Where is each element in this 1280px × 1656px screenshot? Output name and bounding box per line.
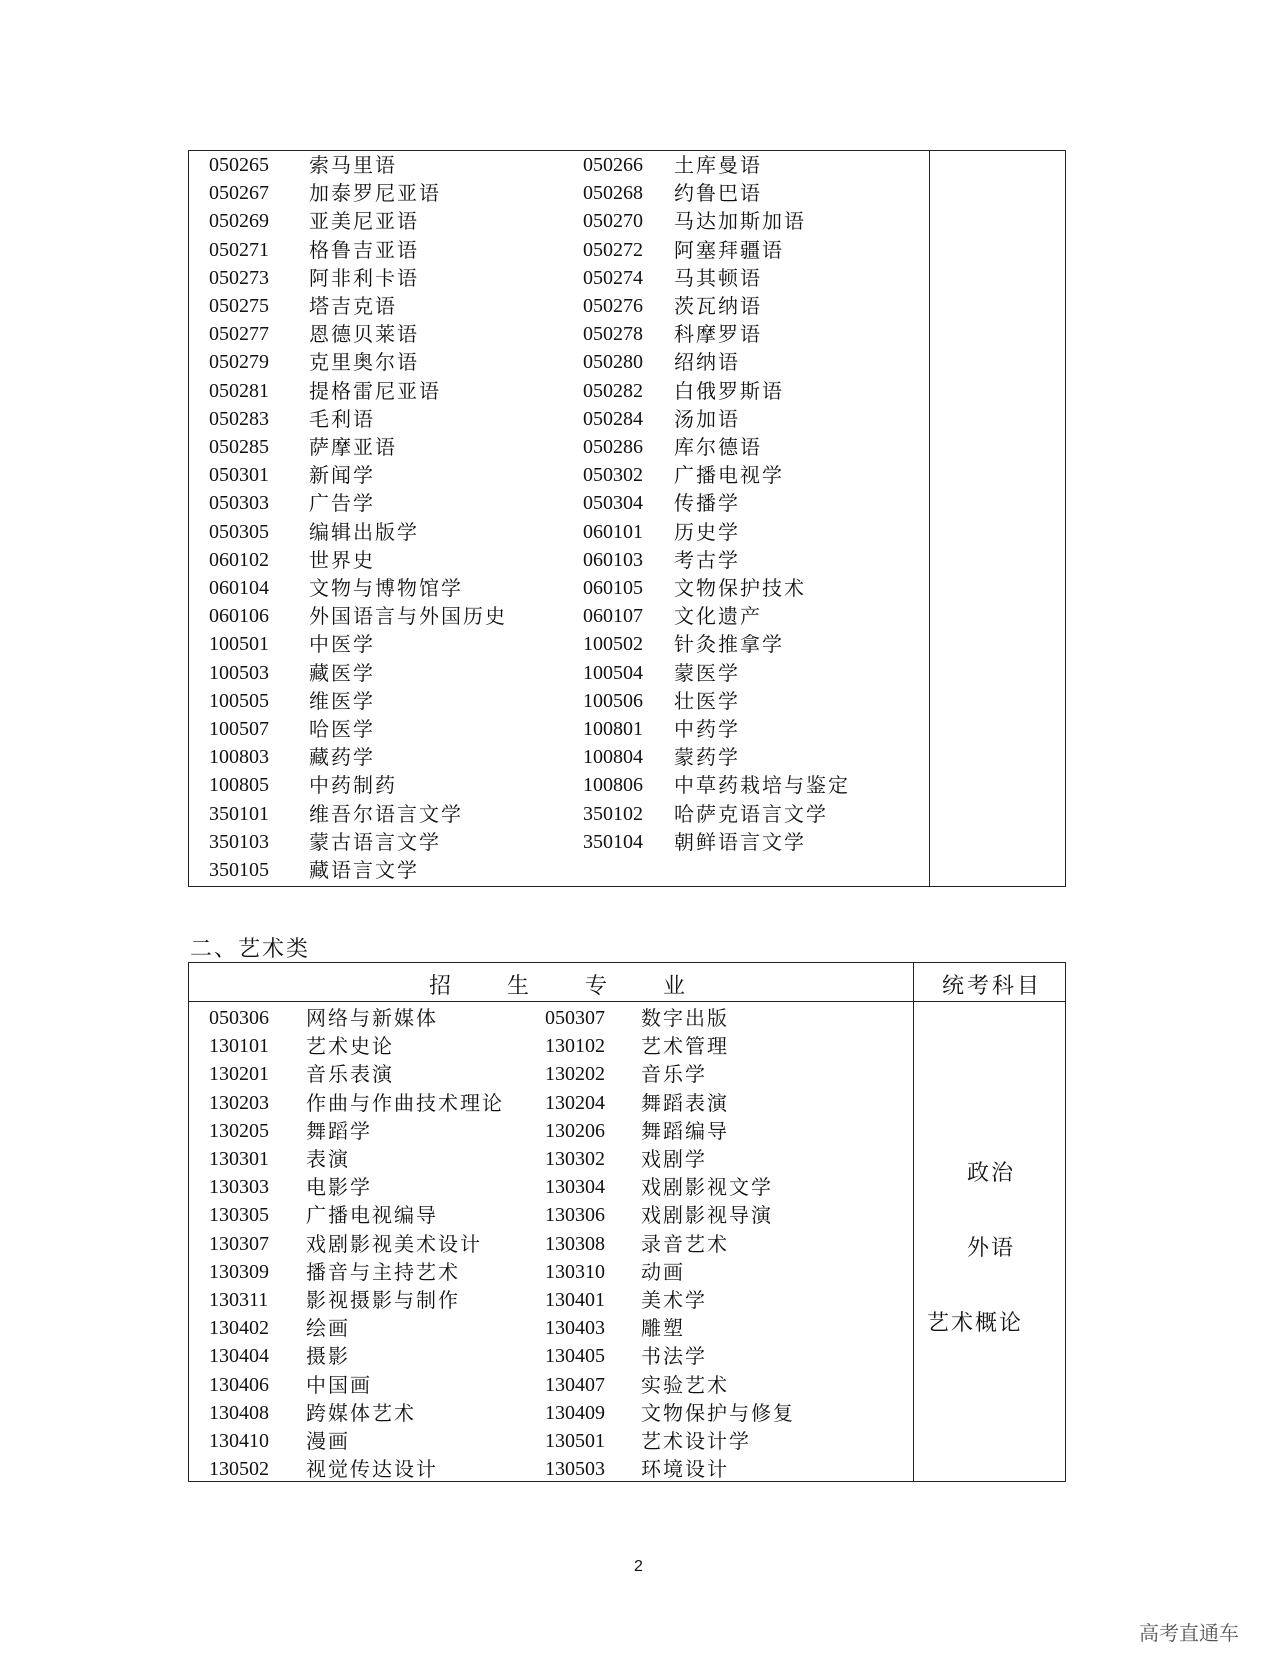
header-subjects: 统考科目 <box>942 974 1043 999</box>
table-row <box>189 1427 909 1455</box>
table-row <box>189 1201 909 1229</box>
major-code: 130305 <box>209 1204 269 1227</box>
major-name: 外国语言与外国历史 <box>309 604 507 629</box>
major-code: 130409 <box>545 1401 605 1424</box>
table-row <box>189 602 909 630</box>
major-name: 克里奥尔语 <box>309 350 419 375</box>
major-code: 130405 <box>545 1345 605 1368</box>
table-row <box>189 405 909 433</box>
major-code: 100804 <box>583 746 643 769</box>
major-code: 100507 <box>209 718 269 740</box>
major-name: 茨瓦纳语 <box>674 294 762 318</box>
subject-politics: 政治 <box>967 1161 1016 1186</box>
major-name: 视觉传达设计 <box>306 1457 438 1482</box>
major-name: 汤加语 <box>674 406 740 431</box>
major-code: 100501 <box>209 633 269 656</box>
table-row <box>189 1399 909 1427</box>
table-row <box>189 236 909 264</box>
major-name: 马达加斯加语 <box>674 209 806 234</box>
major-code: 130403 <box>545 1317 605 1340</box>
major-code: 130202 <box>545 1063 605 1086</box>
major-code: 100503 <box>209 661 269 684</box>
table-row <box>189 659 909 687</box>
section-title-art: 二、艺术类 <box>190 937 311 962</box>
major-code: 050273 <box>209 266 269 289</box>
major-name: 白俄罗斯语 <box>674 378 784 403</box>
table-row <box>189 1286 909 1314</box>
major-name: 舞蹈表演 <box>641 1090 729 1115</box>
header-majors-char-1: 招 <box>429 974 452 999</box>
major-code: 130102 <box>545 1035 605 1058</box>
major-name: 恩德贝莱语 <box>309 322 419 347</box>
major-code: 060106 <box>209 605 269 628</box>
table-row <box>189 292 909 320</box>
major-code: 060101 <box>583 520 643 543</box>
major-code: 050266 <box>583 154 643 176</box>
major-name: 萨摩亚语 <box>309 435 397 459</box>
major-name: 表演 <box>306 1147 350 1171</box>
table-row <box>189 771 909 799</box>
table-row <box>189 264 909 292</box>
header-majors-char-2: 生 <box>507 974 530 999</box>
major-name: 科摩罗语 <box>674 322 762 347</box>
major-code: 050303 <box>209 492 269 515</box>
major-code: 130310 <box>545 1260 605 1283</box>
major-code: 130401 <box>545 1289 605 1311</box>
major-code: 100506 <box>583 689 643 712</box>
major-code: 130309 <box>209 1260 269 1283</box>
major-code: 050269 <box>209 210 269 233</box>
major-code: 130302 <box>545 1148 605 1170</box>
major-name: 文物保护技术 <box>674 576 806 600</box>
major-code: 050265 <box>209 154 269 176</box>
header-divider <box>189 1001 1065 1002</box>
major-code: 130307 <box>209 1232 269 1255</box>
major-name: 库尔德语 <box>674 435 762 459</box>
major-code: 350101 <box>209 802 269 825</box>
major-name: 亚美尼亚语 <box>309 209 419 234</box>
major-code: 060107 <box>583 605 643 628</box>
table-row <box>189 630 909 658</box>
major-code: 130311 <box>209 1289 269 1311</box>
major-code: 350102 <box>583 802 643 825</box>
major-code: 130408 <box>209 1401 269 1424</box>
table-row <box>189 743 909 771</box>
major-name: 蒙医学 <box>674 660 740 685</box>
major-code: 130410 <box>209 1430 269 1452</box>
major-name: 加泰罗尼亚语 <box>309 181 441 206</box>
major-code: 050307 <box>545 1007 605 1029</box>
major-name: 舞蹈学 <box>306 1118 372 1143</box>
major-name: 音乐学 <box>641 1062 707 1087</box>
table-row <box>189 461 909 489</box>
major-name: 中草药栽培与鉴定 <box>674 773 850 798</box>
table-row <box>189 518 909 546</box>
subjects-column-divider <box>913 963 914 1481</box>
major-name: 中医学 <box>309 632 375 657</box>
major-name: 约鲁巴语 <box>674 181 762 206</box>
major-code: 050284 <box>583 407 643 430</box>
major-code: 130301 <box>209 1148 269 1170</box>
header-majors-char-3: 专 <box>585 974 608 999</box>
major-code: 130503 <box>545 1458 605 1481</box>
table-row <box>189 1117 909 1145</box>
major-name: 艺术设计学 <box>641 1429 751 1453</box>
subject-foreign-language: 外语 <box>967 1236 1016 1261</box>
major-name: 编辑出版学 <box>309 519 419 544</box>
major-name: 藏语言文学 <box>309 858 419 882</box>
major-code: 050280 <box>583 351 643 374</box>
table-row <box>189 433 909 461</box>
major-code: 130501 <box>545 1430 605 1452</box>
major-code: 050272 <box>583 238 643 261</box>
major-code: 130402 <box>209 1317 269 1340</box>
major-code: 060104 <box>209 577 269 599</box>
major-code: 060102 <box>209 548 269 571</box>
major-name: 书法学 <box>641 1344 707 1369</box>
major-name: 戏剧学 <box>641 1147 707 1171</box>
major-code: 130502 <box>209 1458 269 1481</box>
major-name: 影视摄影与制作 <box>306 1288 460 1312</box>
major-code: 050301 <box>209 464 269 487</box>
major-code: 050275 <box>209 295 269 317</box>
table-row <box>189 1145 909 1173</box>
table-row <box>189 1258 909 1286</box>
major-code: 350104 <box>583 830 643 853</box>
major-name: 广播电视学 <box>674 463 784 488</box>
major-name: 戏剧影视导演 <box>641 1203 773 1228</box>
major-name: 数字出版 <box>641 1006 729 1030</box>
major-code: 050305 <box>209 520 269 543</box>
major-name: 阿塞拜疆语 <box>674 237 784 262</box>
major-code: 130308 <box>545 1232 605 1255</box>
header-majors-char-4: 业 <box>663 974 686 999</box>
table-row <box>189 828 909 856</box>
major-name: 毛利语 <box>309 406 375 431</box>
major-name: 文物与博物馆学 <box>309 576 463 600</box>
table-row <box>189 348 909 376</box>
major-code: 050304 <box>583 492 643 515</box>
major-name: 播音与主持艺术 <box>306 1259 460 1284</box>
table-row <box>189 1089 909 1117</box>
major-name: 戏剧影视美术设计 <box>306 1231 482 1256</box>
major-name: 维吾尔语言文学 <box>309 801 463 826</box>
major-name: 电影学 <box>306 1175 372 1200</box>
table-row <box>189 320 909 348</box>
major-code: 050285 <box>209 436 269 458</box>
table-row <box>189 800 909 828</box>
major-name: 动画 <box>641 1259 685 1284</box>
major-name: 世界史 <box>309 547 375 572</box>
major-name: 绍纳语 <box>674 350 740 375</box>
major-name: 维医学 <box>309 688 375 713</box>
major-name: 朝鲜语言文学 <box>674 829 806 854</box>
major-code: 130203 <box>209 1091 269 1114</box>
major-code: 050267 <box>209 182 269 205</box>
major-name: 阿非利卡语 <box>309 265 419 290</box>
major-code: 130201 <box>209 1063 269 1086</box>
major-name: 提格雷尼亚语 <box>309 378 441 403</box>
major-name: 哈萨克语言文学 <box>674 801 828 826</box>
major-name: 作曲与作曲技术理论 <box>306 1090 504 1115</box>
major-code: 130206 <box>545 1119 605 1142</box>
major-name: 考古学 <box>674 547 740 572</box>
major-name: 实验艺术 <box>641 1372 729 1397</box>
major-name: 中药制药 <box>309 773 397 798</box>
table-row <box>189 715 909 743</box>
major-name: 音乐表演 <box>306 1062 394 1087</box>
major-code: 100801 <box>583 718 643 740</box>
table-row <box>189 1032 909 1060</box>
majors-table-continued <box>188 150 1066 887</box>
major-name: 录音艺术 <box>641 1231 729 1256</box>
major-name: 广播电视编导 <box>306 1203 438 1228</box>
table-row <box>189 1173 909 1201</box>
table-row <box>189 1342 909 1370</box>
table-row <box>189 1060 909 1088</box>
subjects-column-divider <box>929 151 930 886</box>
major-code: 050274 <box>583 266 643 289</box>
major-name: 文物保护与修复 <box>641 1400 795 1425</box>
major-name: 艺术管理 <box>641 1034 729 1059</box>
major-code: 100805 <box>209 774 269 797</box>
major-code: 050286 <box>583 436 643 458</box>
major-name: 哈医学 <box>309 717 375 741</box>
major-name: 壮医学 <box>674 688 740 713</box>
major-name: 针灸推拿学 <box>674 632 784 657</box>
major-code: 130101 <box>209 1035 269 1058</box>
table-row <box>189 207 909 235</box>
major-name: 艺术史论 <box>306 1034 394 1059</box>
major-code: 050277 <box>209 323 269 346</box>
major-code: 130306 <box>545 1204 605 1227</box>
major-name: 索马里语 <box>309 153 397 177</box>
major-code: 060105 <box>583 577 643 599</box>
major-name: 跨媒体艺术 <box>306 1400 416 1425</box>
table-row <box>189 574 909 602</box>
table-row <box>189 1004 909 1032</box>
major-code: 100505 <box>209 689 269 712</box>
major-code: 130404 <box>209 1345 269 1368</box>
table-row <box>189 1371 909 1399</box>
major-code: 050271 <box>209 238 269 261</box>
major-code: 130407 <box>545 1373 605 1396</box>
art-majors-table <box>188 962 1066 1482</box>
table-row <box>189 1455 909 1483</box>
major-code: 050283 <box>209 407 269 430</box>
major-name: 环境设计 <box>641 1457 729 1482</box>
major-code: 130406 <box>209 1373 269 1396</box>
major-code: 130204 <box>545 1091 605 1114</box>
major-code: 050282 <box>583 379 643 402</box>
major-name: 传播学 <box>674 491 740 516</box>
major-code: 350105 <box>209 859 269 881</box>
table-row <box>189 856 909 884</box>
table-row <box>189 377 909 405</box>
table-row <box>189 1314 909 1342</box>
major-name: 美术学 <box>641 1288 707 1312</box>
major-code: 100806 <box>583 774 643 797</box>
major-name: 土库曼语 <box>674 153 762 177</box>
major-name: 马其顿语 <box>674 265 762 290</box>
table-row <box>189 546 909 574</box>
table-row <box>189 151 909 179</box>
table-row <box>189 687 909 715</box>
table-row <box>189 1230 909 1258</box>
watermark-text: 高考直通车 <box>1139 1621 1239 1645</box>
major-name: 漫画 <box>306 1429 350 1453</box>
table-row <box>189 489 909 517</box>
major-name: 文化遗产 <box>674 604 762 629</box>
major-code: 050278 <box>583 323 643 346</box>
major-name: 藏药学 <box>309 745 375 770</box>
subject-art-theory: 艺术概论 <box>927 1311 1024 1336</box>
major-code: 100502 <box>583 633 643 656</box>
major-code: 100504 <box>583 661 643 684</box>
major-name: 雕塑 <box>641 1316 685 1341</box>
major-name: 绘画 <box>306 1316 350 1341</box>
major-name: 网络与新媒体 <box>306 1006 438 1030</box>
major-code: 050276 <box>583 295 643 317</box>
major-name: 摄影 <box>306 1344 350 1369</box>
major-name: 广告学 <box>309 491 375 516</box>
major-name: 新闻学 <box>309 463 375 488</box>
major-code: 050270 <box>583 210 643 233</box>
table-row <box>189 179 909 207</box>
major-name: 蒙古语言文学 <box>309 829 441 854</box>
major-name: 舞蹈编导 <box>641 1118 729 1143</box>
major-code: 100803 <box>209 746 269 769</box>
major-name: 中国画 <box>306 1372 372 1397</box>
major-code: 050306 <box>209 1007 269 1029</box>
major-code: 050302 <box>583 464 643 487</box>
major-code: 130304 <box>545 1176 605 1199</box>
major-name: 塔吉克语 <box>309 294 397 318</box>
major-name: 中药学 <box>674 717 740 741</box>
major-code: 050268 <box>583 182 643 205</box>
major-name: 藏医学 <box>309 660 375 685</box>
major-code: 130303 <box>209 1176 269 1199</box>
page-number: 2 <box>634 1558 643 1575</box>
major-name: 戏剧影视文学 <box>641 1175 773 1200</box>
major-code: 130205 <box>209 1119 269 1142</box>
major-code: 060103 <box>583 548 643 571</box>
major-name: 历史学 <box>674 519 740 544</box>
major-code: 050279 <box>209 351 269 374</box>
major-name: 格鲁吉亚语 <box>309 237 419 262</box>
major-code: 050281 <box>209 379 269 402</box>
major-code: 350103 <box>209 830 269 853</box>
major-name: 蒙药学 <box>674 745 740 770</box>
